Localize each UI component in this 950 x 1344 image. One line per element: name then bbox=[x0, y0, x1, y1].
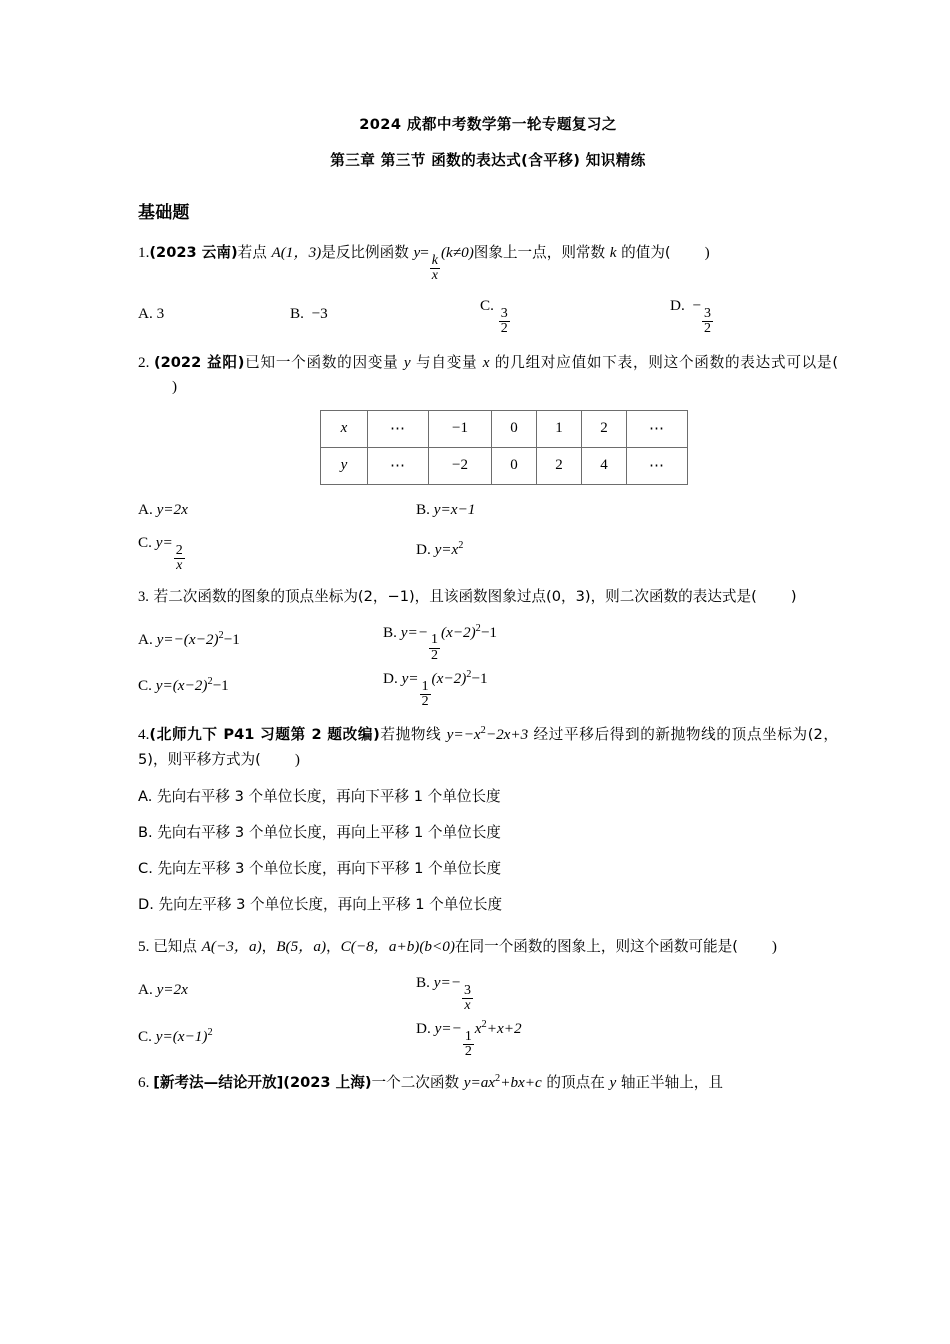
question-3-option-row-2 bbox=[138, 663, 838, 709]
table-row bbox=[321, 410, 688, 447]
question-3-option-b-tail: −1 bbox=[480, 623, 498, 641]
section-heading-basics: 基础题 bbox=[138, 203, 190, 224]
question-4-text-b: 经过平移后得到的新抛物线的顶点坐标为(2，5)，则平移方式为( bbox=[138, 726, 839, 768]
question-5-separator-1: ， bbox=[261, 938, 277, 956]
question-3-option-d-exponent: 2 bbox=[466, 668, 472, 680]
question-5-close-paren: ) bbox=[771, 938, 777, 956]
question-3-option-c-label: C. bbox=[138, 677, 152, 695]
question-5-point-c: C(−8，a+b)(b<0) bbox=[340, 938, 455, 956]
question-1-option-c-denominator: 2 bbox=[500, 321, 508, 337]
question-5-option-c[interactable] bbox=[138, 1021, 416, 1052]
question-3-option-a[interactable] bbox=[138, 624, 383, 655]
question-3-option-d-denominator: 2 bbox=[421, 693, 429, 709]
question-2-table-wrapper bbox=[320, 410, 838, 485]
table-cell-y-v2: 0 bbox=[492, 447, 537, 484]
question-2-text-c: 的几组对应值如下表，则这个函数的表达式可以是( bbox=[489, 353, 839, 371]
question-1-option-a[interactable] bbox=[138, 298, 290, 329]
question-3-options bbox=[138, 617, 838, 709]
question-3-option-b[interactable] bbox=[383, 617, 497, 663]
question-6-text-b: 的顶点在 bbox=[541, 1074, 610, 1092]
question-2-option-b[interactable] bbox=[416, 494, 475, 525]
question-5-option-b-label: B. bbox=[416, 973, 430, 991]
question-4-text-a: 若抛物线 bbox=[379, 726, 447, 744]
question-3-statement: 若二次函数的图象的顶点坐标为(2，−1)，且该函数图象过点(0，3)，则二次函数的表达式是( bbox=[153, 588, 757, 606]
question-1-option-row bbox=[138, 290, 838, 336]
question-2-source: (2022 益阳) bbox=[153, 353, 245, 371]
question-5-option-row-1 bbox=[138, 967, 838, 1013]
question-1-text-b: 是反比例函数 bbox=[321, 244, 414, 262]
question-5-option-b-fraction bbox=[462, 984, 473, 1014]
question-4-option-b[interactable]: B. 先向右平移 3 个单位长度，再向上平移 1 个单位长度 bbox=[138, 824, 501, 842]
question-3-option-a-label: A. bbox=[138, 631, 153, 649]
question-2-option-c-fraction bbox=[174, 544, 185, 574]
question-5-number: 5. bbox=[138, 938, 150, 956]
question-6 bbox=[138, 1071, 838, 1096]
question-4-source: (北师九下 P41 习题第 2 题改编) bbox=[149, 726, 380, 744]
question-4-option-row bbox=[138, 815, 838, 851]
question-3-option-c[interactable] bbox=[138, 670, 383, 701]
question-2-option-c-denominator: x bbox=[176, 557, 183, 573]
question-1 bbox=[138, 241, 838, 283]
question-4-formula-a: y bbox=[446, 726, 454, 744]
question-1-fraction-denominator: x bbox=[431, 268, 438, 284]
question-2-option-row-2 bbox=[138, 527, 838, 573]
question-3-option-a-value: y=−(x−2) bbox=[156, 631, 219, 649]
question-2-options bbox=[138, 493, 838, 573]
question-3-option-c-tail: −1 bbox=[212, 677, 229, 695]
question-3-option-b-label: B. bbox=[383, 623, 397, 641]
question-2-option-c-prefix: y= bbox=[155, 533, 173, 551]
question-5 bbox=[138, 935, 838, 960]
question-4-options bbox=[138, 779, 838, 923]
question-4-option-row bbox=[138, 887, 838, 923]
question-2-option-c-numerator: 2 bbox=[175, 542, 183, 558]
question-1-fraction-numerator: k bbox=[431, 252, 438, 268]
question-1-func-y: y bbox=[413, 244, 421, 262]
question-3-option-d-fraction bbox=[420, 680, 431, 710]
question-5-option-d-denominator: 2 bbox=[464, 1044, 472, 1060]
question-2 bbox=[138, 351, 838, 400]
question-3-option-c-exponent: 2 bbox=[207, 676, 213, 688]
question-5-option-c-label: C. bbox=[138, 1027, 152, 1045]
question-1-option-d-sign: − bbox=[692, 297, 701, 315]
question-5-separator-2: ， bbox=[326, 938, 341, 956]
question-4-number: 4. bbox=[138, 726, 150, 744]
question-4-text bbox=[138, 726, 838, 768]
question-5-text-a: 已知点 bbox=[153, 938, 202, 956]
question-4-option-a[interactable]: A. 先向右平移 3 个单位长度，再向下平移 1 个单位长度 bbox=[138, 788, 501, 806]
question-1-option-d-numerator: 3 bbox=[703, 306, 711, 322]
question-1-var-k: k bbox=[609, 244, 617, 262]
question-1-option-b-label: B. bbox=[290, 304, 304, 322]
question-2-option-d[interactable] bbox=[416, 534, 463, 565]
question-5-option-d-prefix: y=− bbox=[434, 1020, 462, 1038]
question-5-option-c-exponent: 2 bbox=[207, 1026, 213, 1038]
question-1-fraction bbox=[430, 254, 440, 284]
table-cell-y-v4: 4 bbox=[582, 447, 627, 484]
question-1-equals: = bbox=[420, 244, 429, 262]
question-2-close-paren: ) bbox=[172, 378, 178, 396]
question-5-text bbox=[138, 938, 777, 955]
question-1-close-paren: ) bbox=[704, 244, 710, 262]
question-1-option-b-value: −3 bbox=[311, 304, 328, 322]
question-5-option-d-numerator: 1 bbox=[464, 1028, 472, 1044]
table-cell-x-v1: −1 bbox=[429, 410, 492, 447]
question-2-option-d-label: D. bbox=[416, 541, 431, 559]
question-5-option-b-numerator: 3 bbox=[463, 982, 471, 998]
question-1-option-d[interactable] bbox=[670, 290, 714, 336]
question-5-option-b-denominator: x bbox=[464, 997, 471, 1013]
question-5-option-row-2 bbox=[138, 1013, 838, 1059]
question-5-option-d-fraction bbox=[463, 1030, 474, 1060]
question-4-formula-c: −2x+3 bbox=[485, 726, 529, 744]
table-cell-y-dots-left: ⋯ bbox=[368, 447, 429, 484]
question-6-tag: [新考法—结论开放] bbox=[153, 1074, 284, 1092]
question-5-option-b-prefix: y=− bbox=[433, 973, 461, 991]
question-4-close-paren: ) bbox=[294, 750, 300, 768]
question-1-source: (2023 云南) bbox=[149, 244, 238, 262]
question-2-option-d-exponent: 2 bbox=[458, 540, 464, 552]
question-2-value-table bbox=[320, 410, 688, 485]
page-title-line-1: 2024 成都中考数学第一轮专题复习之 bbox=[359, 116, 617, 133]
question-3-text bbox=[138, 588, 797, 605]
question-1-point: A(1，3) bbox=[271, 244, 322, 262]
table-cell-y-v3: 2 bbox=[537, 447, 582, 484]
question-2-option-b-label: B. bbox=[416, 501, 430, 519]
question-6-number: 6. bbox=[138, 1074, 150, 1092]
question-2-text-b: 与自变量 bbox=[410, 353, 483, 371]
question-3-close-paren: ) bbox=[790, 588, 797, 606]
question-2-option-c-label: C. bbox=[138, 533, 152, 551]
question-4 bbox=[138, 723, 838, 772]
question-3-option-a-tail: −1 bbox=[223, 631, 240, 649]
page-content bbox=[138, 118, 838, 1103]
table-cell-x-dots-right: ⋯ bbox=[627, 410, 688, 447]
question-1-option-b[interactable] bbox=[290, 298, 480, 329]
question-2-text bbox=[138, 354, 838, 396]
question-2-option-d-base: y=x bbox=[434, 541, 459, 559]
question-2-option-a-label: A. bbox=[138, 501, 153, 519]
question-5-option-d-exponent: 2 bbox=[481, 1019, 487, 1031]
question-1-condition: (k≠0) bbox=[440, 244, 474, 262]
question-1-option-c-label: C. bbox=[480, 297, 494, 315]
question-1-option-c-fraction bbox=[499, 307, 510, 337]
question-5-option-d-tail: +x+2 bbox=[486, 1020, 522, 1038]
question-6-formula-exponent: 2 bbox=[495, 1073, 501, 1085]
question-6-text-a: 一个二次函数 bbox=[371, 1074, 464, 1092]
question-5-option-a-label: A. bbox=[138, 981, 153, 999]
question-2-option-row-1 bbox=[138, 493, 838, 527]
question-5-option-a-value: y=2x bbox=[156, 981, 188, 999]
question-5-point-b: B(5，a) bbox=[276, 938, 327, 956]
question-1-text-c: 图象上一点，则常数 bbox=[473, 244, 610, 262]
question-3-option-d-numerator: 1 bbox=[421, 678, 429, 694]
question-6-text bbox=[138, 1074, 723, 1091]
question-5-option-d[interactable] bbox=[416, 1013, 522, 1059]
question-4-option-row bbox=[138, 779, 838, 815]
question-5-option-d-label: D. bbox=[416, 1020, 431, 1038]
question-2-option-b-value: y=x−1 bbox=[433, 501, 476, 519]
question-1-text-a: 若点 bbox=[237, 244, 272, 262]
question-3-option-d-tail: −1 bbox=[471, 669, 488, 687]
question-1-option-d-fraction bbox=[702, 307, 713, 337]
question-5-options bbox=[138, 967, 838, 1059]
question-2-var-y: y bbox=[403, 353, 411, 371]
question-2-option-c[interactable] bbox=[138, 527, 416, 573]
question-6-formula-a: y=ax bbox=[463, 1074, 496, 1092]
question-5-text-b: 在同一个函数的图象上，则这个函数可能是( bbox=[454, 938, 738, 956]
question-6-formula-b: +bx+c bbox=[500, 1074, 542, 1092]
table-cell-x-dots-left: ⋯ bbox=[368, 410, 429, 447]
table-cell-x-v3: 1 bbox=[537, 410, 582, 447]
question-1-text-d: 的值为( bbox=[616, 244, 671, 262]
question-3-option-a-exponent: 2 bbox=[218, 630, 224, 642]
question-3-number: 3. bbox=[138, 589, 149, 606]
table-cell-y-dots-right: ⋯ bbox=[627, 447, 688, 484]
question-3 bbox=[138, 585, 838, 610]
question-6-var-y: y bbox=[609, 1074, 617, 1092]
question-5-point-a: A(−3，a) bbox=[201, 938, 262, 956]
question-5-option-a[interactable] bbox=[138, 974, 416, 1005]
question-1-option-d-denominator: 2 bbox=[703, 321, 711, 337]
question-3-option-b-exponent: 2 bbox=[475, 622, 481, 634]
question-2-var-x: x bbox=[482, 353, 490, 371]
question-3-option-d-mid: (x−2) bbox=[431, 669, 467, 687]
question-1-option-c[interactable] bbox=[480, 290, 670, 336]
table-cell-y-v1: −2 bbox=[429, 447, 492, 484]
question-3-option-b-numerator: 1 bbox=[430, 632, 438, 648]
question-6-source: (2023 上海) bbox=[283, 1074, 372, 1092]
question-1-number: 1. bbox=[138, 244, 150, 262]
table-cell-x-v4: 2 bbox=[582, 410, 627, 447]
question-1-options bbox=[138, 290, 838, 336]
question-1-option-a-label: A. bbox=[138, 304, 153, 322]
question-5-option-b[interactable] bbox=[416, 967, 474, 1013]
question-4-formula-b: =−x bbox=[453, 726, 481, 744]
question-2-option-a-value: y=2x bbox=[156, 501, 188, 519]
question-3-option-d[interactable] bbox=[383, 663, 488, 709]
table-row bbox=[321, 447, 688, 484]
table-cell-x-label: x bbox=[321, 410, 368, 447]
question-6-text-c: 轴正半轴上，且 bbox=[616, 1074, 723, 1092]
question-3-option-b-prefix: y=− bbox=[400, 623, 428, 641]
question-4-option-d[interactable]: D. 先向左平移 3 个单位长度，再向上平移 1 个单位长度 bbox=[138, 896, 503, 914]
question-1-option-d-label: D. bbox=[670, 297, 685, 315]
question-3-option-b-mid: (x−2) bbox=[440, 623, 476, 641]
question-2-number: 2. bbox=[138, 353, 150, 371]
question-5-option-d-mid: x bbox=[474, 1020, 482, 1038]
table-cell-y-label: y bbox=[321, 447, 368, 484]
question-3-option-d-label: D. bbox=[383, 669, 398, 687]
question-2-option-a[interactable] bbox=[138, 494, 416, 525]
question-3-option-c-value: y=(x−2) bbox=[155, 677, 208, 695]
question-4-option-c[interactable]: C. 先向左平移 3 个单位长度，再向下平移 1 个单位长度 bbox=[138, 860, 502, 878]
question-3-option-b-denominator: 2 bbox=[430, 647, 438, 663]
question-1-text bbox=[138, 244, 710, 284]
question-1-option-c-numerator: 3 bbox=[500, 306, 508, 322]
question-2-text-a: 已知一个函数的因变量 bbox=[244, 353, 404, 371]
question-4-formula-exponent: 2 bbox=[480, 725, 486, 737]
page-title-line-2: 第三章 第三节 函数的表达式(含平移) 知识精练 bbox=[330, 151, 646, 169]
table-cell-x-v2: 0 bbox=[492, 410, 537, 447]
question-4-option-row bbox=[138, 851, 838, 887]
question-3-option-row-1 bbox=[138, 617, 838, 663]
question-5-option-c-value: y=(x−1) bbox=[155, 1027, 208, 1045]
question-3-option-d-prefix: y= bbox=[401, 669, 419, 687]
question-1-option-a-value: 3 bbox=[156, 304, 165, 322]
question-3-option-b-fraction bbox=[429, 633, 440, 663]
